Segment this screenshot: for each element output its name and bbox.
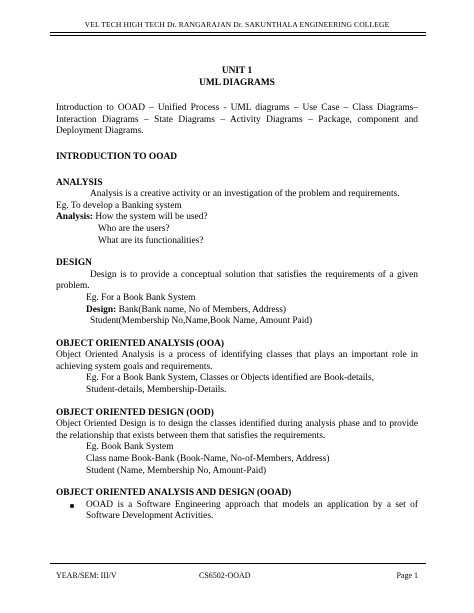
analysis-question-1: How the system will be used? (93, 212, 208, 223)
footer-page-number: Page 1 (396, 571, 418, 580)
ood-class-student: Student (Name, Membership No, Amount-Paid) (86, 465, 267, 476)
design-bank-line (56, 305, 418, 317)
page-body (56, 66, 418, 523)
ooad-bullet-text: OOAD is a Software Engineering approach that models an application by a set of Software Development Activities. (86, 499, 418, 522)
design-example: Eg. For a Book Bank System (86, 292, 196, 303)
unit-syllabus: Introduction to OOAD – Unified Process - UML diagrams – Use Case – Class Diagrams– Interaction Diagrams – State Diagrams – Activity Diagrams – Package, component and Deployment Diagrams. (56, 103, 418, 137)
design-student-entity: Student(Membership No,Name,Book Name, Amount Paid) (90, 316, 313, 327)
page-header: VEL TECH HIGH TECH Dr. RANGARAJAN Dr. SAKUNTHALA ENGINEERING COLLEGE (84, 20, 390, 29)
ood-class-book-bank: Class name Book-Bank (Book-Name, No-of-Members, Address) (86, 454, 330, 465)
heading-ooad: OBJECT ORIENTED ANALYSIS AND DESIGN (OOAD) (56, 488, 292, 499)
analysis-question-3: What are its functionalities? (98, 235, 204, 246)
list-item (56, 500, 418, 523)
design-label: Design: (86, 304, 117, 315)
footer-divider (50, 563, 426, 564)
ood-definition: Object Oriented Design is to design the classes identified during analysis phase and to provide the relationship that exists between them that satisfies the requirements. (56, 419, 418, 441)
analysis-example: Eg. To develop a Banking system (56, 200, 182, 211)
footer-course-code: CS6502-OOAD (199, 571, 251, 580)
ooa-example: Eg. For a Book Bank System, Classes or Objects identified are Book-details, (86, 373, 374, 384)
analysis-label: Analysis: (56, 212, 93, 223)
ooa-definition: Object Oriented Analysis is a process of identifying classes that plays an important role in achieving system goals and requirements. (56, 350, 418, 372)
analysis-question-2: Who are the users? (98, 223, 170, 234)
footer-year-sem: YEAR/SEM: III/V (56, 571, 117, 580)
analysis-question-line (56, 212, 418, 224)
bullet-icon (70, 504, 74, 508)
heading-introduction: INTRODUCTION TO OOAD (56, 151, 178, 162)
heading-ooa: OBJECT ORIENTED ANALYSIS (OOA) (56, 338, 225, 349)
heading-design: DESIGN (56, 258, 92, 269)
header-divider (50, 32, 426, 36)
design-bank-entity: Bank(Bank name, No of Members, Address) (116, 304, 286, 315)
analysis-definition: Analysis is a creative activity or an investigation of the problem and requirements. (90, 189, 400, 200)
ood-example: Eg. Book Bank System (86, 442, 174, 453)
unit-number: UNIT 1 (221, 66, 253, 76)
heading-analysis: ANALYSIS (56, 177, 103, 188)
unit-title: UML DIAGRAMS (199, 77, 275, 88)
ooa-example-continued: Student-details, Membership-Details. (86, 385, 227, 396)
design-definition: Design is to provide a conceptual solution that satisfies the requirements of a given problem. (56, 269, 418, 292)
heading-ood: OBJECT ORIENTED DESIGN (OOD) (56, 407, 214, 418)
